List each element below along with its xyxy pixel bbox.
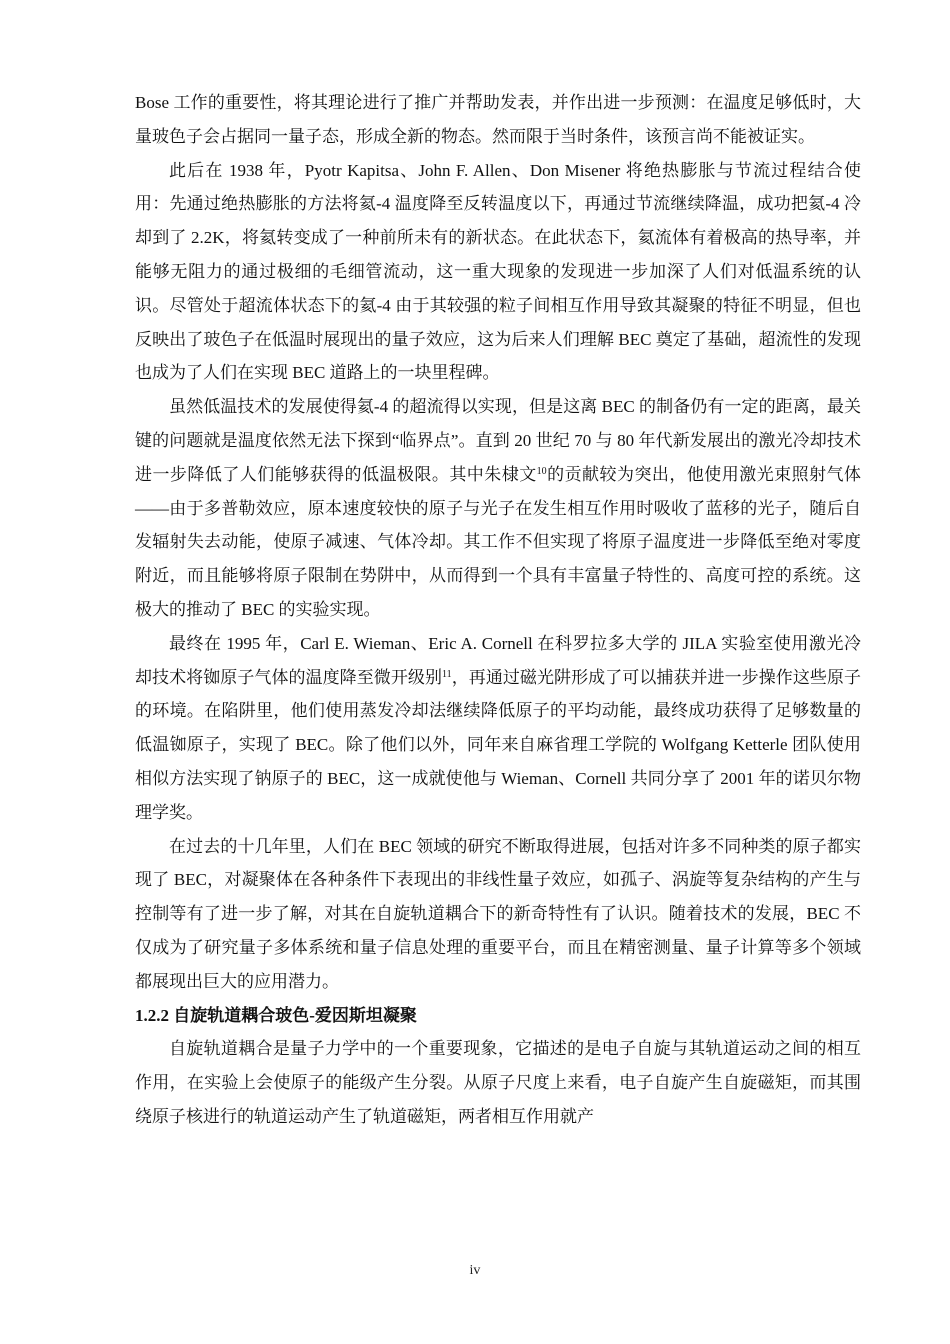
- page-number: iv: [469, 1263, 481, 1278]
- paragraph-spin-orbit: 自旋轨道耦合是量子力学中的一个重要现象，它描述的是电子自旋与其轨道运动之间的相互作用，在实验上会使原子的能级产生分裂。从原子尺度上来看，电子自旋产生自旋磁矩，而其围绕原子核进行的轨道运动产生了轨道磁矩，两者相互作用就产: [135, 1039, 861, 1126]
- document-page: [135, 86, 861, 1134]
- paragraph-superfluid-helium: 此后在 1938 年，Pyotr Kapitsa、John F. Allen、Don Misener 将绝热膨胀与节流过程结合使用：先通过绝热膨胀的方法将氦-4 温度降至反转温度以下，再通过节流继续降温，成功把氦-4 冷却到了 2.2K，将氦转变成了一种前所未有的新状态。在此状态下，氦流体有着极高的热导率，并能够无阻力的通过极细的毛细管流动，这一重大现象的发现进一步加深了人们对低温系统的认识。尽管处于超流体状态下的氦-4 由于其较强的粒子间相互作用导致其凝聚的特征不明显，但也反映出了玻色子在低温时展现出的量子效应，这为后来人们理解 BEC 奠定了基础，超流性的发现也成为了人们在实现 BEC 道路上的一块里程碑。: [135, 160, 861, 383]
- citation-ref-10[interactable]: 10: [536, 465, 547, 477]
- paragraph-laser-cooling: [135, 390, 861, 627]
- section-heading: 1.2.2 自旋轨道耦合玻色-爱因斯坦凝聚: [135, 1005, 417, 1025]
- paragraph-bec-progress: 在过去的十几年里，人们在 BEC 领域的研究不断取得进展，包括对许多不同种类的原子都实现了 BEC，对凝聚体在各种条件下表现出的非线性量子效应，如孤子、涡旋等复杂结构的产生与控制等有了进一步了解，对其在自旋轨道耦合下的新奇特性有了认识。随着技术的发展，BEC 不仅成为了研究量子多体系统和量子信息处理的重要平台，而且在精密测量、量子计算等多个领域都展现出巨大的应用潜力。: [135, 836, 861, 991]
- paragraph-text: 虽然低温技术的发展使得氦-4 的超流得以实现，但是这离 BEC 的制备仍有一定的距离，最关键的问题就是温度依然无法下探到“临界点”。直到 20 世纪 70 与 80 年代新发展出的激光冷却技术进一步降低了人们能够获得的低温极限。其中朱棣文: [135, 397, 861, 484]
- paragraph-text: 的贡献较为突出，他使用激光束照射气体——由于多普勒效应，原本速度较快的原子与光子在发生相互作用时吸收了蓝移的光子，随后自发辐射失去动能，使原子减速、气体冷却。其工作不但实现了将原子温度进一步降低至绝对零度附近，而且能够将原子限制在势阱中，从而得到一个具有丰富量子特性的、高度可控的系统。这极大的推动了 BEC 的实验实现。: [135, 464, 862, 619]
- paragraph-bec-realization: [135, 627, 861, 830]
- paragraph-bose-continuation: Bose 工作的重要性，将其理论进行了推广并帮助发表，并作出进一步预测：在温度足够低时，大量玻色子会占据同一量子态，形成全新的物态。然而限于当时条件，该预言尚不能被证实。: [135, 93, 861, 146]
- paragraph-text: ，再通过磁光阱形成了可以捕获并进一步操作这些原子的环境。在陷阱里，他们使用蒸发冷却法继续降低原子的平均动能，最终成功获得了足够数量的低温铷原子，实现了 BEC。除了他们以外，同年来自麻省理工学院的 Wolfgang Ketterle 团队使用相似方法实现了钠原子的 BEC，这一成就使他与 Wieman、Cornell 共同分享了 2001 年的诺贝尔物理学奖。: [135, 667, 862, 822]
- citation-ref-11[interactable]: 11: [442, 668, 452, 680]
- paragraph-text: 最终在 1995 年，Carl E. Wieman、Eric A. Cornell 在科罗拉多大学的 JILA 实验室使用激光冷却技术将铷原子气体的温度降至微开级别: [135, 633, 861, 687]
